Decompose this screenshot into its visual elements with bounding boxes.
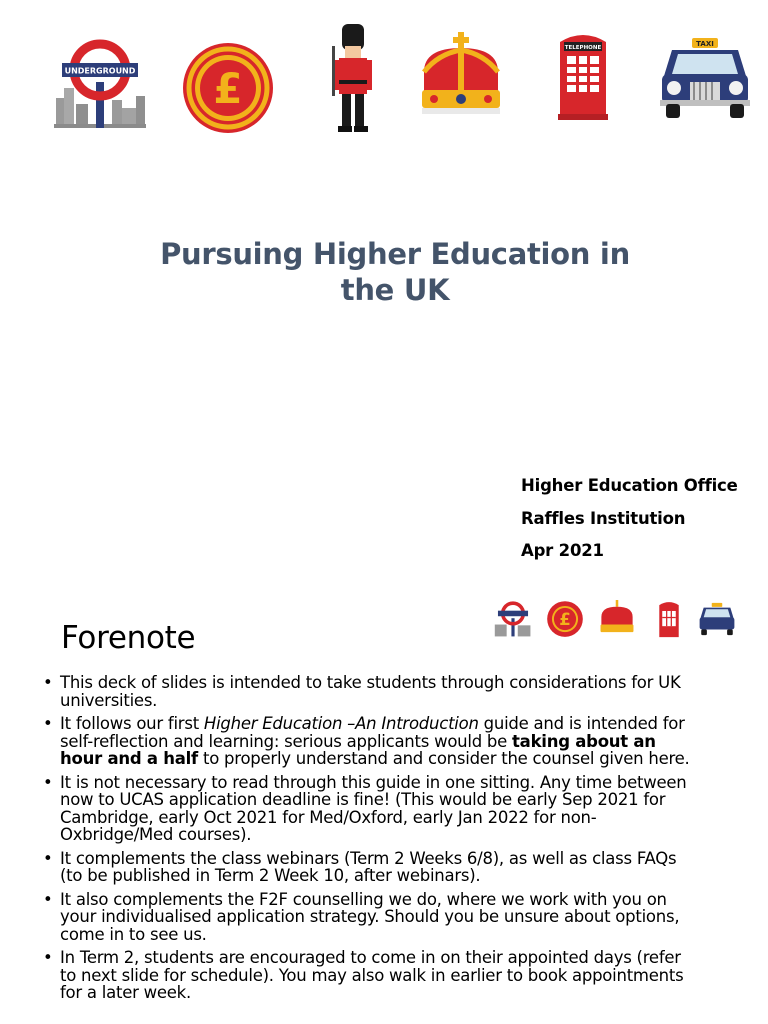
list-item [40,774,700,844]
bullet-text-post: to properly understand and consider the counsel given here. [198,749,690,768]
bullet-icon: • [43,714,53,733]
list-item [40,674,700,709]
small-icon-row [494,600,744,640]
slide-title [110,236,680,308]
underground-sign-icon [494,600,532,638]
list-item [40,850,700,885]
crown-icon [598,600,636,638]
underground-label: UNDERGROUND [64,66,136,76]
bullet-icon: • [43,772,53,792]
svg-text:£: £ [213,64,243,113]
institution-name: Raffles Institution [521,508,686,528]
telephone-box-icon [556,30,610,120]
london-icon-row [0,18,768,138]
taxi-icon [698,600,736,638]
guide-title: Higher Education –An Introduction [203,714,479,733]
forenote-title: Forenote [61,620,196,656]
bullet-text: It also complements the F2F counselling we do, where we work with you on your individualised application strategy. Should you be unsure about options, come in to see us. [60,889,680,944]
forenote-bullet-list [40,674,700,1008]
slide-title-line1: Pursuing Higher Education in [160,237,630,271]
telephone-box-icon [650,600,688,638]
bullet-icon: • [43,673,53,692]
bullet-icon: • [43,848,53,868]
pound-coin-icon [180,40,276,136]
bullet-text: In Term 2, students are encouraged to come in on their appointed days (refer to next slide for schedule). You may also walk in earlier to book appointments for a later week. [60,948,684,1002]
bullet-text-mid: guide and is intended for self-reflection and learning: serious applicants would be [60,714,685,751]
underground-sign-icon [52,38,148,130]
list-item [40,891,700,944]
time-emphasis: taking about an hour and a half [60,731,656,768]
bullet-text-pre: It follows our first [60,714,204,733]
slide-date: Apr 2021 [521,541,604,560]
forenote-slide [0,590,768,1024]
slide-subtitle [521,470,738,568]
pound-coin-icon [546,600,584,638]
taxi-icon [658,36,752,120]
list-item [40,715,700,768]
crown-icon [418,32,504,122]
bullet-text: This deck of slides is intended to take students through considerations for UK universities. [60,673,681,710]
list-item [40,949,700,1002]
svg-text:£: £ [559,609,571,629]
taxi-label: TAXI [696,40,714,48]
bullet-text: It complements the class webinars (Term 2 Weeks 6/8), as well as class FAQs (to be published in Term 2 Week 10, after webinars). [60,848,677,885]
bullet-icon: • [43,889,53,909]
telephone-label: TELEPHONE [564,45,602,51]
office-name: Higher Education Office [521,476,738,495]
bullet-icon: • [43,948,53,967]
royal-guard-icon [330,22,376,134]
bullet-text: It is not necessary to read through this guide in one sitting. Any time between now to UCAS application deadline is fine! (This would be early Sep 2021 for Cambridge, early Oct 2021 for Med/Oxford, early Jan 2022 for non-Oxbridge/Med courses). [60,772,687,844]
slide-title-line2: the UK [340,273,450,307]
